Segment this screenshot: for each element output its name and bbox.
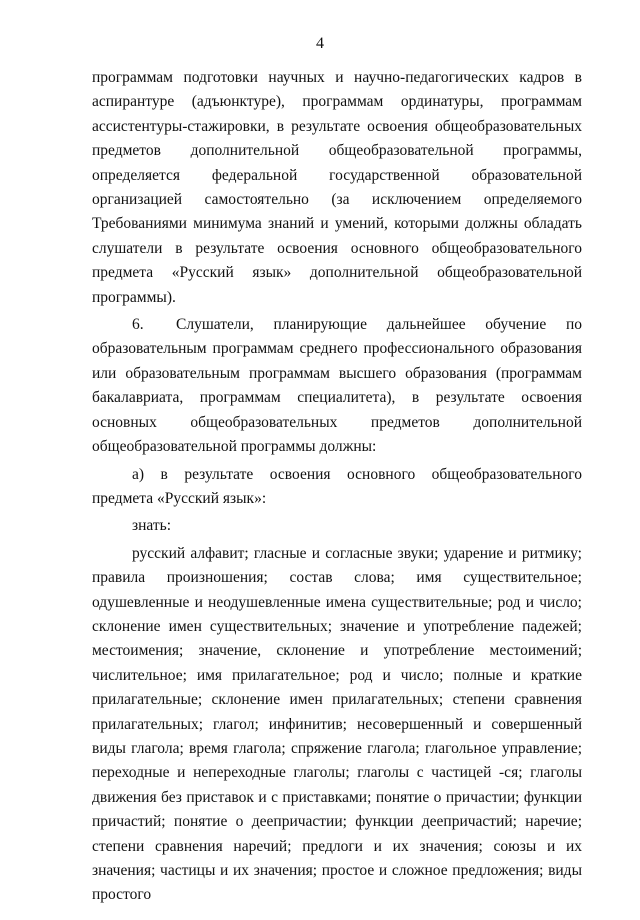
page-number: 4: [316, 35, 324, 52]
item-number: 6.: [132, 316, 144, 334]
paragraph-item-6: [92, 313, 582, 459]
paragraph-know-heading: знать:: [132, 517, 172, 535]
paragraph-subitem-a: а) в результате освоения основного общеобразовательного предмета «Русский язык»:: [92, 465, 582, 507]
paragraph-item-6-text: Слушатели, планирующие дальнейшее обучение по образовательным программам среднего профессионального образования или образовательным программам высшего образования (программам бакалавриата, программам специалитета), в результате освоения основных общеобразовательных предметов дополнительной общеобразовательной программы должны:: [92, 316, 582, 456]
paragraph-continuation: программам подготовки научных и научно-педагогических кадров в аспирантуре (адъюнктуре), программам ординатуры, программам ассистентуры-стажировки, в результате освоения общеобразовательных предметов дополнительной общеобразовательной программы, определяется федеральной государственной образовательной организацией самостоятельно (за исключением определяемого Требованиями минимума знаний и умений, которыми должны обладать слушатели в результате освоения основного общеобразовательного предмета «Русский язык» дополнительной общеобразовательной программы).: [92, 69, 582, 306]
paragraph-know-list: русский алфавит; гласные и согласные звуки; ударение и ритмику; правила произношения; состав слова; имя существительное; одушевленные и неодушевленные имена существительные; род и число; склонение имен существительных; значение и употребление падежей; местоимения; значение, склонение и употребление местоимений; числительное; имя прилагательное; род и число; полные и краткие прилагательные; склонение имен прилагательных; степени сравнения прилагательных; глагол; инфинитив; несовершенный и совершенный виды глагола; время глагола; спряжение глагола; глагольное управление; переходные и непереходные глаголы; глаголы с частицей -ся; глаголы движения без приставок и с приставками; понятие о причастии; функции причастий; понятие о деепричастии; функции деепричастий; наречие; степени сравнения наречий; предлоги и их значения; союзы и их значения; частицы и их значения; простое и сложное предложения; виды простого: [92, 544, 582, 904]
document-text: [92, 66, 582, 908]
